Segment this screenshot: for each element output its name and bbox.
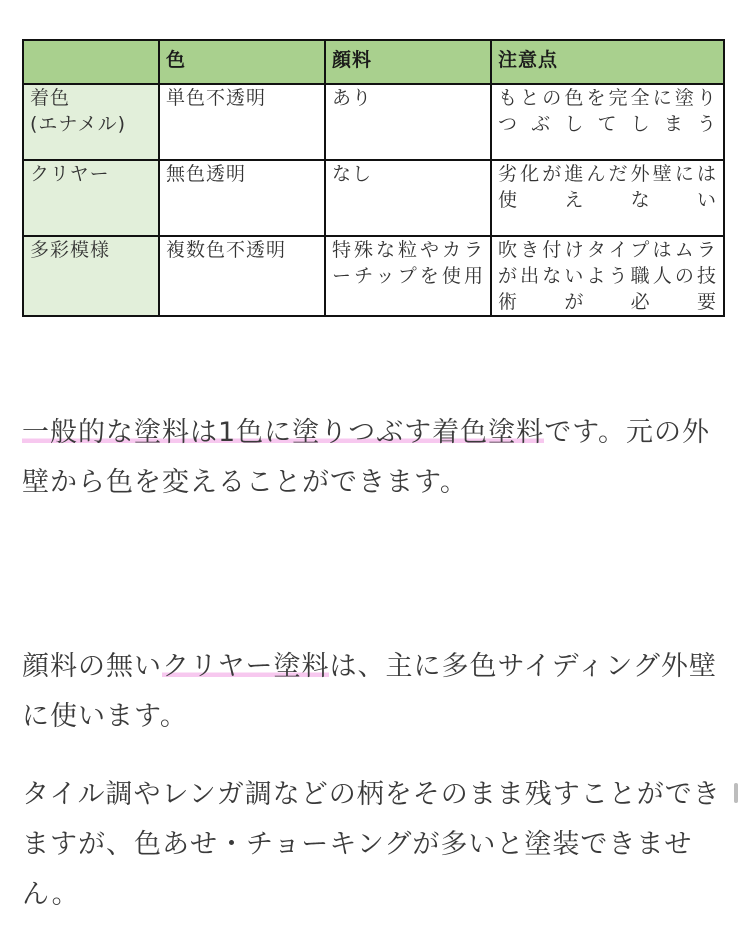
table-cell: 単色不透明 xyxy=(159,84,325,160)
paragraph-text: は、主に多色サイディング外壁に使います。 xyxy=(22,651,717,732)
paragraph-text: です。元の外壁から色を変えることができます。 xyxy=(22,417,711,498)
scrollbar-thumb[interactable] xyxy=(734,783,738,803)
paragraph-tile-pattern: タイル調やレンガ調などの柄をそのまま残すことができますが、色あせ・チョーキングが多いと塗装できません。 xyxy=(22,779,721,910)
table-cell: あり xyxy=(325,84,491,160)
header-cell-pigment: 顔料 xyxy=(325,40,491,84)
paragraph-colored-paint xyxy=(22,408,722,508)
highlighted-text: 一般的な塗料は1色に塗りつぶす着色塗料 xyxy=(22,417,545,448)
paint-comparison-table xyxy=(22,39,725,317)
table-cell: 複数色不透明 xyxy=(159,236,325,316)
table-cell: 吹き付けタイプはムラが出ないよう職人の技術が必要 xyxy=(491,236,724,316)
table-cell: なし xyxy=(325,160,491,236)
paragraph-text: 顔料の無い xyxy=(22,651,162,682)
table-row xyxy=(23,160,724,236)
row-head-cell: クリヤー xyxy=(23,160,159,236)
row-head-cell: 多彩模様 xyxy=(23,236,159,316)
table-cell: もとの色を完全に塗りつぶしてしまう xyxy=(491,84,724,160)
header-cell-note: 注意点 xyxy=(491,40,724,84)
header-cell-empty xyxy=(23,40,159,84)
paragraph-clear-paint xyxy=(22,642,722,742)
table-cell: 劣化が進んだ外壁には使えない xyxy=(491,160,724,236)
table-header-row xyxy=(23,40,724,84)
table-cell: 特殊な粒やカラーチップを使用 xyxy=(325,236,491,316)
table-row xyxy=(23,84,724,160)
table-row xyxy=(23,236,724,316)
highlighted-text: クリヤー塗料 xyxy=(162,651,330,682)
row-head-cell: 着色 (エナメル) xyxy=(23,84,159,160)
table-cell: 無色透明 xyxy=(159,160,325,236)
header-cell-color: 色 xyxy=(159,40,325,84)
